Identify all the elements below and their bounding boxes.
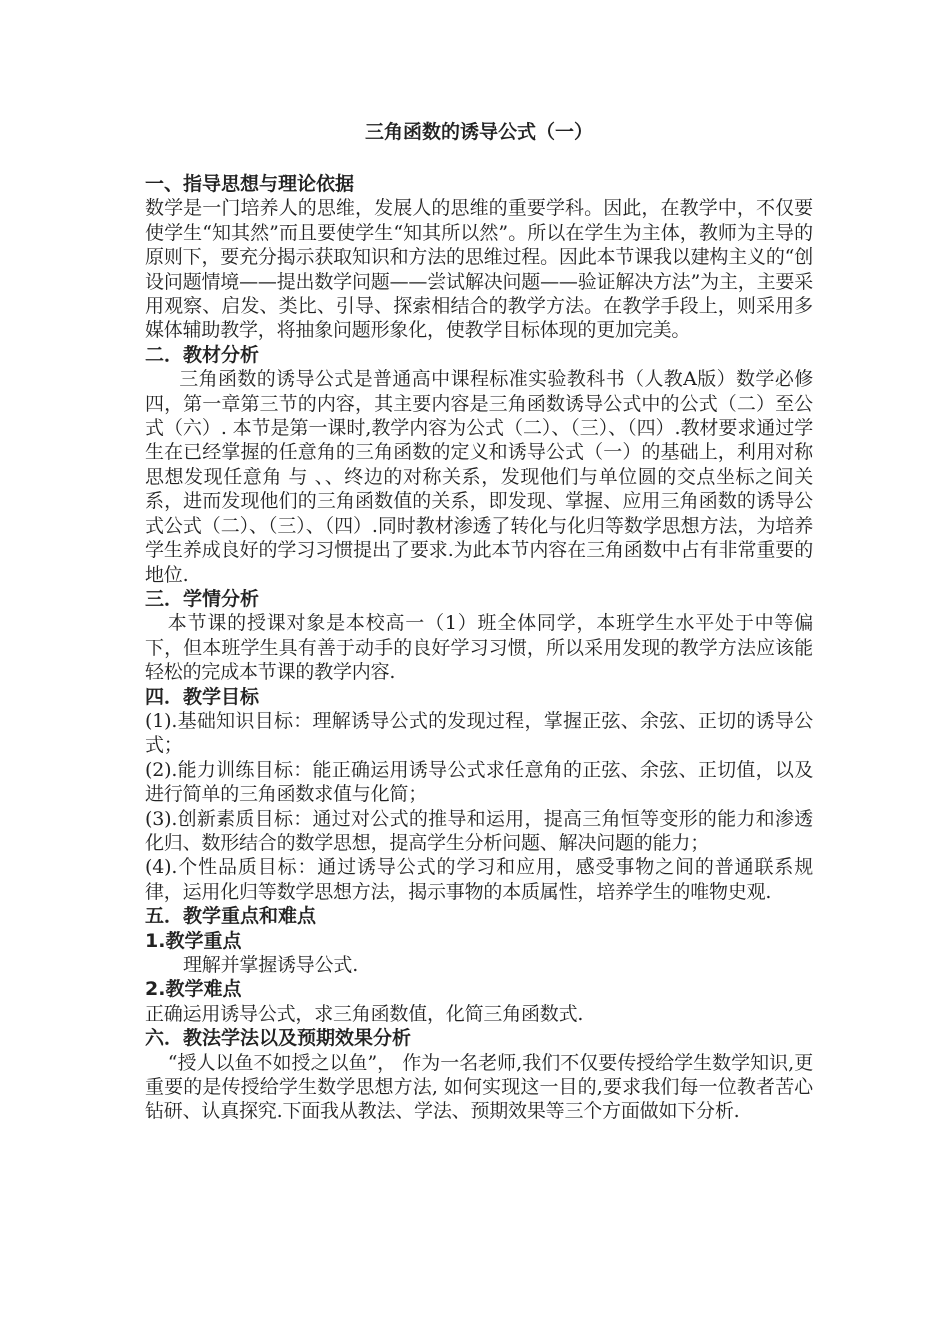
section-textbook-analysis (145, 343, 813, 587)
section-guiding-thought (145, 172, 813, 343)
section-heading: 三．学情分析 (145, 587, 260, 610)
paragraph: 本节课的授课对象是本校高一（1）班全体同学，本班学生水平处于中等偏下，但本班学生具有善于动手的良好学习习惯，所以采用发现的教学方法应该能轻松的完成本节课的教学内容. (145, 612, 813, 684)
paragraph: “授人以鱼不如授之以鱼”， 作为一名老师,我们不仅要传授给学生数学知识,更重要的是传授给学生数学思想方法, 如何实现这一目的,要求我们每一位教者苦心钻研、认真探究.下面我从教法、学法、预期效果等三个方面做如下分析. (145, 1051, 813, 1123)
objective-item: (1).基础知识目标：理解诱导公式的发现过程，掌握正弦、余弦、正切的诱导公式； (145, 709, 813, 757)
section-heading: 一、指导思想与理论依据 (145, 173, 355, 195)
section-methods-analysis (145, 1026, 813, 1124)
subsection-heading: 2.教学难点 (145, 978, 242, 1001)
paragraph: 数学是一门培养人的思维，发展人的思维的重要学科。因此，在教学中，不仅要使学生“知其然”而且要使学生“知其所以然”。所以在学生为主体，教师为主导的原则下，要充分揭示获取知识和方法的思维过程。因此本节课我以建构主义的“创设问题情境——提出数学问题——尝试解决问题——验证解决方法”为主，主要采用观察、启发、类比、引导、探索相结合的教学方法。在教学手段上，则采用多媒体辅助教学，将抽象问题形象化，使教学目标体现的更加完美。 (145, 197, 813, 342)
objective-item: (4).个性品质目标：通过诱导公式的学习和应用，感受事物之间的普通联系规律，运用化归等数学思想方法，揭示事物的本质属性，培养学生的唯物史观. (145, 856, 813, 903)
objective-item: (3).创新素质目标：通过对公式的推导和运用，提高三角恒等变形的能力和渗透化归、数形结合的数学思想，提高学生分析问题、解决问题的能力； (145, 807, 813, 854)
paragraph: 理解并掌握诱导公式. (183, 954, 359, 976)
paragraph: 正确运用诱导公式，求三角函数值，化简三角函数式. (145, 1002, 584, 1025)
document-page (145, 118, 813, 1124)
objective-item: (2).能力训练目标：能正确运用诱导公式求任意角的正弦、余弦、正切值，以及进行简单的三角函数求值与化简； (145, 758, 813, 806)
section-teaching-objectives (145, 685, 813, 905)
section-heading: 四．教学目标 (145, 685, 260, 708)
section-heading: 六．教法学法以及预期效果分析 (145, 1027, 412, 1050)
section-key-points (145, 904, 813, 1026)
subsection-heading: 1.教学重点 (145, 929, 242, 952)
section-student-analysis (145, 587, 813, 685)
document-title: 三角函数的诱导公式（一） (364, 121, 593, 143)
section-heading: 二．教材分析 (145, 343, 260, 366)
paragraph: 三角函数的诱导公式是普通高中课程标准实验教科书（人教A版）数学必修四，第一章第三节的内容，其主要内容是三角函数诱导公式中的公式（二）至公式（六）. 本节是第一课时,教学内容为公式（二）、（三）、（四）.教材要求通过学生在已经掌握的任意角的三角函数的定义和诱导公式（一）的基础上，利用对称思想发现任意角 与 、、终边的对称关系，发现他们与单位圆的交点坐标之间关系，进而发现他们的三角函数值的关系，即发现、掌握、应用三角函数的诱导公式公式（二）、（三）、（四）.同时教材渗透了转化与化归等数学思想方法，为培养学生养成良好的学习习惯提出了要求.为此本节内容在三角函数中占有非常重要的地位. (145, 368, 813, 586)
section-heading: 五．教学重点和难点 (145, 905, 317, 928)
